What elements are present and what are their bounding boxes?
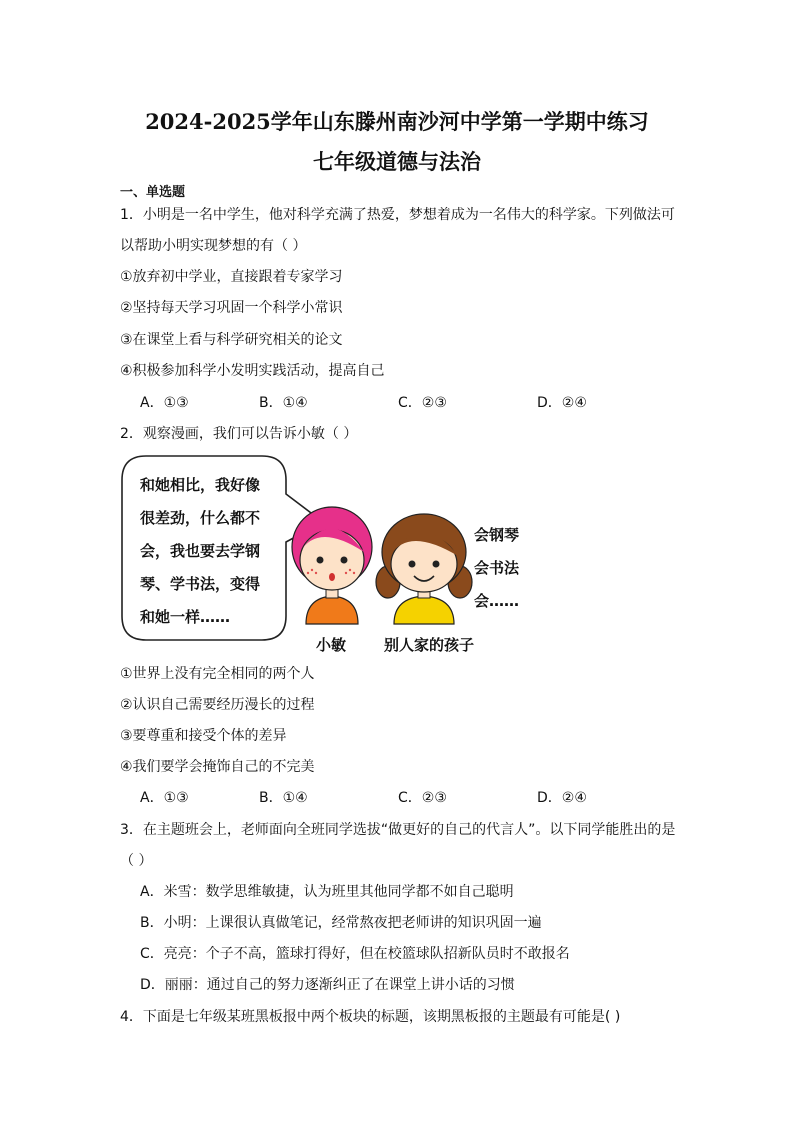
q4-stem: 4．下面是七年级某班黑板报中两个板块的标题，该期黑板报的主题最有可能是( ) bbox=[120, 1009, 621, 1025]
q3-choice-b[interactable]: B．小明：上课很认真做笔记，经常熬夜把老师讲的知识巩固一遍 bbox=[140, 915, 542, 931]
q3-choice-d[interactable]: D．丽丽：通过自己的努力逐渐纠正了在课堂上讲小话的习惯 bbox=[140, 977, 515, 993]
q1-option-d[interactable]: D．②④ bbox=[537, 395, 587, 411]
q1-option-b[interactable]: B．①④ bbox=[259, 395, 308, 411]
q3-stem-line1: 3．在主题班会上，老师面向全班同学选拔“做更好的自己的代言人”。以下同学能胜出的是 bbox=[120, 822, 676, 838]
side-line-3: 会…… bbox=[474, 592, 520, 610]
q2-option-a[interactable]: A．①③ bbox=[140, 790, 189, 806]
q2-item-1: ①世界上没有完全相同的两个人 bbox=[120, 666, 315, 682]
caption-xiaomin: 小敏 bbox=[316, 636, 347, 654]
bubble-line-3: 会，我也要去学钢 bbox=[140, 542, 261, 560]
q1-item-3: ③在课堂上看与科学研究相关的论文 bbox=[120, 332, 343, 348]
q2-option-d[interactable]: D．②④ bbox=[537, 790, 587, 806]
caption-other-child: 别人家的孩子 bbox=[384, 636, 475, 654]
q1-item-1: ①放弃初中学业，直接跟着专家学习 bbox=[120, 269, 343, 285]
q1-stem-line2: 以帮助小明实现梦想的有（ ） bbox=[120, 238, 307, 254]
page-subtitle: 七年级道德与法治 bbox=[313, 149, 481, 174]
section-heading: 一、单选题 bbox=[120, 185, 186, 200]
q2-option-c[interactable]: C．②③ bbox=[398, 790, 447, 806]
bubble-line-2: 很差劲，什么都不 bbox=[140, 509, 261, 527]
q2-item-4: ④我们要学会掩饰自己的不完美 bbox=[120, 759, 315, 775]
q2-item-3: ③要尊重和接受个体的差异 bbox=[120, 728, 287, 744]
bubble-line-5: 和她一样…… bbox=[140, 608, 231, 626]
q2-option-b[interactable]: B．①④ bbox=[259, 790, 308, 806]
q1-item-4: ④积极参加科学小发明实践活动，提高自己 bbox=[120, 363, 385, 379]
q2-stem: 2．观察漫画，我们可以告诉小敏（ ） bbox=[120, 426, 358, 442]
other-child-figure bbox=[376, 514, 472, 624]
q3-choice-c[interactable]: C．亮亮：个子不高，篮球打得好，但在校篮球队招新队员时不敢报名 bbox=[140, 946, 570, 962]
q1-option-a[interactable]: A．①③ bbox=[140, 395, 189, 411]
q2-item-2: ②认识自己需要经历漫长的过程 bbox=[120, 697, 315, 713]
side-line-2: 会书法 bbox=[474, 559, 520, 577]
q1-item-2: ②坚持每天学习巩固一个科学小常识 bbox=[120, 300, 343, 316]
xiaomin-figure bbox=[292, 507, 372, 624]
page-title: 2024-2025学年山东滕州南沙河中学第一学期中练习 bbox=[145, 109, 649, 134]
side-line-1: 会钢琴 bbox=[474, 526, 520, 544]
q1-stem-line1: 1．小明是一名中学生，他对科学充满了热爱，梦想着成为一名伟大的科学家。下列做法可 bbox=[120, 207, 675, 223]
bubble-line-4: 琴、学书法，变得 bbox=[140, 575, 261, 593]
q3-stem-line2: （ ） bbox=[120, 853, 153, 869]
bubble-line-1: 和她相比，我好像 bbox=[140, 476, 261, 494]
q1-option-c[interactable]: C．②③ bbox=[398, 395, 447, 411]
q3-choice-a[interactable]: A．米雪：数学思维敏捷，认为班里其他同学都不如自己聪明 bbox=[140, 884, 514, 900]
q2-cartoon bbox=[118, 452, 538, 662]
